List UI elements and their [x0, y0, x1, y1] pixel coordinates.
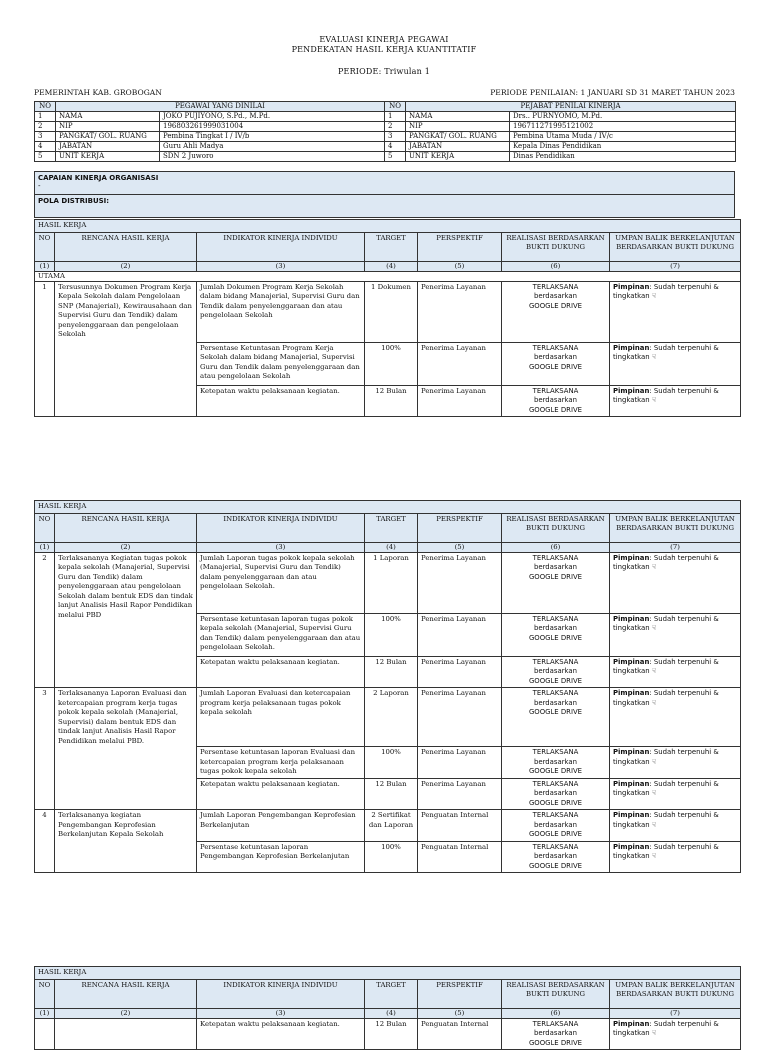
realisasi-cell [502, 841, 610, 873]
hand-pointing-icon: ☟ [649, 757, 657, 766]
realisasi-basis: berdasarkan [533, 698, 578, 707]
umpan-text: : Sudah terpenuhi & tingkatkan [613, 779, 719, 797]
umpan-balik-cell [610, 385, 741, 417]
umpan-label: Pimpinan [613, 811, 650, 819]
perspektif-cell: Penerima Layanan [418, 342, 502, 385]
realisasi-source: GOOGLE DRIVE [528, 798, 583, 807]
col-indikator: INDIKATOR KINERJA INDIVIDU [197, 979, 365, 1008]
pejabat-value: Dinas Pendidikan [510, 152, 736, 162]
indikator-cell: Persentase ketuntasan laporan Pengembangan Keprofesian Berkelanjutan [197, 841, 365, 873]
umpan-text: : Sudah terpenuhi & tingkatkan [613, 282, 719, 300]
rencana-hasil-kerja: Terlaksananya kegiatan Pengembangan Keprofesian Berkelanjutan Kepala Sekolah [55, 810, 197, 873]
realisasi-status: TERLAKSANA [532, 614, 579, 623]
target-cell: 2 Laporan [365, 688, 418, 747]
hand-pointing-icon: ☟ [649, 820, 657, 829]
perspektif-cell: Penerima Layanan [418, 385, 502, 417]
periode-penilaian-label: PERIODE PENILAIAN: 1 JANUARI SD 31 MARET TAHUN 2023 [490, 88, 735, 97]
col-perspektif: PERSPEKTIF [418, 232, 502, 261]
realisasi-basis: berdasarkan [533, 852, 578, 860]
table-row [35, 281, 741, 342]
pegawai-dinilai-header: PEGAWAI YANG DINILAI [56, 102, 385, 112]
realisasi-cell [502, 688, 610, 747]
col-realisasi: REALISASI BERDASARKAN BUKTI DUKUNG [502, 979, 610, 1008]
umpan-label: Pimpinan [613, 842, 650, 851]
umpan-text: : Sudah terpenuhi & tingkatkan [613, 386, 719, 404]
column-header-row [35, 232, 741, 261]
pegawai-field: NIP [56, 122, 160, 132]
umpan-label: Pimpinan [613, 1019, 650, 1028]
pejabat-value: Pembina Utama Muda / IV/c [510, 132, 736, 142]
realisasi-cell [502, 552, 610, 613]
realisasi-basis: berdasarkan [533, 789, 578, 797]
target-cell: 100% [365, 841, 418, 873]
column-header-row [35, 513, 741, 542]
umpan-text: : Sudah terpenuhi & tingkatkan [613, 811, 719, 829]
col-perspektif: PERSPEKTIF [418, 513, 502, 542]
instansi-label: PEMERINTAH KAB. GROBOGAN [34, 88, 162, 97]
pegawai-table [34, 101, 736, 162]
col-num-2: (2) [55, 261, 197, 271]
pejabat-no: 5 [385, 152, 406, 162]
col-indikator: INDIKATOR KINERJA INDIVIDU [197, 513, 365, 542]
umpan-text: : Sudah terpenuhi & tingkatkan [613, 657, 719, 675]
capaian-kinerja-organisasi [35, 172, 735, 195]
umpan-label: Pimpinan [613, 748, 650, 756]
umpan-text: : Sudah terpenuhi & tingkatkan [613, 553, 719, 571]
realisasi-status: TERLAKSANA [532, 779, 579, 788]
pejabat-value: Kepala Dinas Pendidikan [510, 142, 736, 152]
realisasi-cell [502, 810, 610, 842]
realisasi-source: GOOGLE DRIVE [528, 767, 583, 775]
pejabat-field: UNIT KERJA [406, 152, 510, 162]
hasil-kerja-table-3 [34, 966, 741, 1050]
indikator-cell: Jumlah Laporan tugas pokok kepala sekolah (Manajerial, Supervisi Guru dan Tendik) dalam penyelenggaraan dan atau pengelolaan Sekolah. [197, 552, 365, 613]
umpan-text: : Sudah terpenuhi & tingkatkan [613, 614, 719, 632]
col-num-4: (4) [365, 261, 418, 271]
col-num-6: (6) [502, 542, 610, 552]
capaian-value: - [38, 182, 41, 190]
pegawai-no: 2 [35, 122, 56, 132]
umpan-balik-cell [610, 1018, 741, 1050]
col-num-6: (6) [502, 1008, 610, 1018]
umpan-balik-cell [610, 613, 741, 656]
col-num-5: (5) [418, 1008, 502, 1018]
col-num-2: (2) [55, 1008, 197, 1018]
perspektif-cell: Penguatan Internal [418, 810, 502, 842]
pejabat-penilai-header: PEJABAT PENILAI KINERJA [406, 102, 736, 112]
pegawai-row [35, 142, 736, 152]
document-title: EVALUASI KINERJA PEGAWAI [319, 35, 449, 44]
pejabat-value: 196711271995121002 [510, 122, 736, 132]
realisasi-basis: berdasarkan [533, 396, 578, 404]
hasil-kerja-table-2 [34, 500, 741, 873]
umpan-balik-cell [610, 281, 741, 342]
hasil-kerja-caption: HASIL KERJA [35, 501, 741, 514]
realisasi-source: GOOGLE DRIVE [528, 405, 583, 414]
col-umpan-balik: UMPAN BALIK BERKELANJUTAN BERDASARKAN BUKTI DUKUNG [610, 513, 741, 542]
rencana-hasil-kerja: Terlaksananya Laporan Evaluasi dan ketercapaian program kerja tugas pokok kepala sekolah (Manajerial, Supervisi) dalam bentuk EDS dan tindak lanjut Analisis Hasil Rapor Pendidikan melalui PBD. [55, 688, 197, 810]
pejabat-no: 3 [385, 132, 406, 142]
indikator-cell: Jumlah Dokumen Program Kerja Sekolah dalam bidang Manajerial, Supervisi Guru dan Tendik dalam penyelenggaraan dan atau pengelolaan Sekolah [197, 281, 365, 342]
realisasi-source: GOOGLE DRIVE [528, 633, 583, 642]
target-cell: 1 Laporan [365, 552, 418, 613]
no-header: NO [35, 102, 56, 112]
pegawai-row [35, 112, 736, 122]
pegawai-header-row [35, 102, 736, 112]
realisasi-source: GOOGLE DRIVE [528, 708, 583, 716]
umpan-balik-cell [610, 810, 741, 842]
realisasi-status: TERLAKSANA [532, 689, 579, 697]
document-subtitle: PENDEKATAN HASIL KERJA KUANTITATIF [291, 45, 477, 54]
col-num-3: (3) [197, 1008, 365, 1018]
realisasi-basis: berdasarkan [533, 757, 578, 766]
perspektif-cell: Penerima Layanan [418, 281, 502, 342]
pejabat-no: 1 [385, 112, 406, 122]
pegawai-no: 5 [35, 152, 56, 162]
col-num-1: (1) [35, 261, 55, 271]
utama-label: UTAMA [35, 271, 741, 281]
item-no: 3 [35, 688, 55, 810]
umpan-text: : Sudah terpenuhi & tingkatkan [613, 1019, 719, 1037]
realisasi-status: TERLAKSANA [532, 343, 579, 352]
indikator-cell: Jumlah Laporan Pengembangan Keprofesian Berkelanjutan [197, 810, 365, 842]
target-cell: 12 Bulan [365, 778, 418, 810]
col-num-7: (7) [610, 542, 741, 552]
realisasi-cell [502, 1018, 610, 1050]
pegawai-row [35, 132, 736, 142]
realisasi-cell [502, 342, 610, 385]
pegawai-no: 3 [35, 132, 56, 142]
hand-pointing-icon: ☟ [649, 624, 657, 632]
no-header: NO [385, 102, 406, 112]
realisasi-status: TERLAKSANA [532, 1019, 579, 1028]
indikator-cell: Ketepatan waktu pelaksanaan kegiatan. [197, 385, 365, 417]
pegawai-value: Guru Ahli Madya [160, 142, 385, 152]
hand-pointing-icon: ☟ [649, 667, 657, 675]
table-row [35, 552, 741, 613]
col-no: NO [35, 232, 55, 261]
realisasi-cell [502, 385, 610, 417]
realisasi-source: GOOGLE DRIVE [528, 362, 583, 371]
realisasi-source: GOOGLE DRIVE [528, 572, 583, 581]
umpan-text: : Sudah terpenuhi & tingkatkan [613, 748, 719, 766]
target-cell: 100% [365, 342, 418, 385]
umpan-label: Pimpinan [613, 553, 650, 562]
umpan-text: : Sudah terpenuhi & tingkatkan [613, 689, 719, 707]
pegawai-value: JOKO PUJIYONO, S.Pd., M.Pd. [160, 112, 385, 122]
realisasi-source: GOOGLE DRIVE [528, 301, 583, 310]
realisasi-source: GOOGLE DRIVE [528, 830, 583, 838]
realisasi-status: TERLAKSANA [532, 842, 579, 851]
table-row [35, 688, 741, 747]
umpan-balik-cell [610, 656, 741, 688]
column-header-row [35, 979, 741, 1008]
col-num-1: (1) [35, 1008, 55, 1018]
pegawai-no: 1 [35, 112, 56, 122]
realisasi-status: TERLAKSANA [532, 657, 579, 666]
umpan-text: : Sudah terpenuhi & tingkatkan [613, 842, 719, 860]
pegawai-no: 4 [35, 142, 56, 152]
hand-pointing-icon: ☟ [649, 698, 657, 707]
umpan-label: Pimpinan [613, 657, 650, 666]
column-number-row [35, 261, 741, 271]
umpan-balik-cell [610, 552, 741, 613]
realisasi-basis: berdasarkan [533, 292, 578, 300]
umpan-text: : Sudah terpenuhi & tingkatkan [613, 343, 719, 361]
hand-pointing-icon: ☟ [649, 1029, 657, 1037]
realisasi-status: TERLAKSANA [532, 282, 579, 291]
hand-pointing-icon: ☟ [649, 563, 657, 571]
target-cell: 100% [365, 613, 418, 656]
umpan-label: Pimpinan [613, 343, 650, 352]
col-num-4: (4) [365, 1008, 418, 1018]
umpan-label: Pimpinan [613, 282, 650, 291]
pegawai-value: SDN 2 Juworo [160, 152, 385, 162]
realisasi-basis: berdasarkan [533, 820, 578, 829]
col-target: TARGET [365, 979, 418, 1008]
col-umpan-balik: UMPAN BALIK BERKELANJUTAN BERDASARKAN BUKTI DUKUNG [610, 232, 741, 261]
realisasi-basis: berdasarkan [533, 624, 578, 632]
target-cell: 2 Sertifikat dan Laporan [365, 810, 418, 842]
hand-pointing-icon: ☟ [649, 353, 657, 361]
realisasi-source: GOOGLE DRIVE [528, 861, 583, 870]
col-num-1: (1) [35, 542, 55, 552]
rencana-hasil-kerja: Tersusunnya Dokumen Program Kerja Kepala Sekolah dalam Pengelolaan SNP (Manajerial), Kewirausahaan dan Supervisi Guru dan Tendik) dalam penyelenggaraan dan pengelolaan Sekolah [55, 281, 197, 417]
pegawai-value: Pembina Tingkat I / IV/b [160, 132, 385, 142]
item-no: 1 [35, 281, 55, 417]
item-no-empty [35, 1018, 55, 1050]
umpan-label: Pimpinan [613, 386, 650, 395]
col-no: NO [35, 979, 55, 1008]
realisasi-source: GOOGLE DRIVE [528, 676, 583, 685]
hasil-kerja-table-1 [34, 219, 741, 417]
rencana-hasil-kerja: Terlaksananya Kegiatan tugas pokok kepala sekolah (Manajerial, Supervisi Guru dan Tendik) dalam penyelenggaraan atau pengelolaan Sekolah dalam bentuk EDS dan tindak lanjut Analisis Hasil Rapor Pendidikan melalui PBD [55, 552, 197, 688]
col-realisasi: REALISASI BERDASARKAN BUKTI DUKUNG [502, 513, 610, 542]
umpan-balik-cell [610, 841, 741, 873]
pejabat-field: NAMA [406, 112, 510, 122]
perspektif-cell: Penguatan Internal [418, 1018, 502, 1050]
target-cell: 12 Bulan [365, 1018, 418, 1050]
umpan-label: Pimpinan [613, 689, 650, 697]
col-rencana: RENCANA HASIL KERJA [55, 232, 197, 261]
realisasi-status: TERLAKSANA [532, 553, 579, 562]
col-rencana: RENCANA HASIL KERJA [55, 513, 197, 542]
col-num-7: (7) [610, 261, 741, 271]
col-num-5: (5) [418, 261, 502, 271]
pejabat-no: 2 [385, 122, 406, 132]
target-cell: 100% [365, 747, 418, 779]
col-rencana: RENCANA HASIL KERJA [55, 979, 197, 1008]
perspektif-cell: Penerima Layanan [418, 613, 502, 656]
pegawai-field: UNIT KERJA [56, 152, 160, 162]
pegawai-value: 196803261999031004 [160, 122, 385, 132]
col-num-7: (7) [610, 1008, 741, 1018]
col-num-3: (3) [197, 542, 365, 552]
realisasi-status: TERLAKSANA [532, 386, 579, 395]
perspektif-cell: Penerima Layanan [418, 747, 502, 779]
perspektif-cell: Penguatan Internal [418, 841, 502, 873]
col-perspektif: PERSPEKTIF [418, 979, 502, 1008]
target-cell: 12 Bulan [365, 385, 418, 417]
col-num-6: (6) [502, 261, 610, 271]
indikator-cell: Ketepatan waktu pelaksanaan kegiatan. [197, 1018, 365, 1050]
pegawai-field: JABATAN [56, 142, 160, 152]
hand-pointing-icon: ☟ [649, 852, 657, 860]
umpan-balik-cell [610, 688, 741, 747]
col-target: TARGET [365, 232, 418, 261]
column-number-row [35, 1008, 741, 1018]
col-umpan-balik: UMPAN BALIK BERKELANJUTAN BERDASARKAN BUKTI DUKUNG [610, 979, 741, 1008]
target-cell: 12 Bulan [365, 656, 418, 688]
umpan-balik-cell [610, 778, 741, 810]
realisasi-cell [502, 656, 610, 688]
perspektif-cell: Penerima Layanan [418, 656, 502, 688]
hasil-kerja-caption: HASIL KERJA [35, 220, 741, 233]
realisasi-status: TERLAKSANA [532, 811, 579, 819]
col-target: TARGET [365, 513, 418, 542]
perspektif-cell: Penerima Layanan [418, 778, 502, 810]
pegawai-row [35, 152, 736, 162]
col-num-3: (3) [197, 261, 365, 271]
col-indikator: INDIKATOR KINERJA INDIVIDU [197, 232, 365, 261]
indikator-cell: Ketepatan waktu pelaksanaan kegiatan. [197, 778, 365, 810]
hand-pointing-icon: ☟ [649, 396, 657, 404]
pejabat-no: 4 [385, 142, 406, 152]
perspektif-cell: Penerima Layanan [418, 552, 502, 613]
realisasi-basis: berdasarkan [533, 563, 578, 571]
umpan-balik-cell [610, 342, 741, 385]
col-no: NO [35, 513, 55, 542]
indikator-cell: Jumlah Laporan Evaluasi dan ketercapaian program kerja pelaksanaan tugas pokok kepala sekolah [197, 688, 365, 747]
realisasi-basis: berdasarkan [533, 1029, 578, 1037]
col-num-4: (4) [365, 542, 418, 552]
col-num-5: (5) [418, 542, 502, 552]
item-no: 4 [35, 810, 55, 873]
pegawai-field: PANGKAT/ GOL. RUANG [56, 132, 160, 142]
organisasi-table [34, 171, 735, 218]
umpan-label: Pimpinan [613, 779, 650, 788]
table-row [35, 1018, 741, 1050]
umpan-balik-cell [610, 747, 741, 779]
realisasi-status: TERLAKSANA [532, 748, 579, 756]
perspektif-cell: Penerima Layanan [418, 688, 502, 747]
column-number-row [35, 542, 741, 552]
indikator-cell: Ketepatan waktu pelaksanaan kegiatan. [197, 656, 365, 688]
realisasi-basis: berdasarkan [533, 353, 578, 361]
realisasi-cell [502, 613, 610, 656]
pegawai-row [35, 122, 736, 132]
realisasi-basis: berdasarkan [533, 667, 578, 675]
col-realisasi: REALISASI BERDASARKAN BUKTI DUKUNG [502, 232, 610, 261]
table-row [35, 810, 741, 842]
capaian-label: CAPAIAN KINERJA ORGANISASI [38, 174, 159, 182]
pejabat-field: JABATAN [406, 142, 510, 152]
realisasi-cell [502, 747, 610, 779]
indikator-cell: Persentase ketuntasan laporan tugas pokok kepala sekolah (Manajerial, Supervisi Guru dan Tendik) dalam penyelenggaraan dan atau pengelolaan Sekolah. [197, 613, 365, 656]
indikator-cell: Persentase Ketuntasan Program Kerja Sekolah dalam bidang Manajerial, Supervisi Guru dan Tendik dalam penyelenggaraan dan atau pengelolaan Sekolah [197, 342, 365, 385]
umpan-label: Pimpinan [613, 614, 650, 623]
rencana-empty [55, 1018, 197, 1050]
hasil-kerja-caption: HASIL KERJA [35, 967, 741, 980]
realisasi-source: GOOGLE DRIVE [528, 1038, 583, 1047]
pegawai-field: NAMA [56, 112, 160, 122]
item-no: 2 [35, 552, 55, 688]
realisasi-cell [502, 281, 610, 342]
hand-pointing-icon: ☟ [649, 789, 657, 797]
pejabat-field: PANGKAT/ GOL. RUANG [406, 132, 510, 142]
hand-pointing-icon: ☟ [649, 292, 657, 300]
periode-label: PERIODE: Triwulan 1 [337, 67, 431, 76]
target-cell: 1 Dokumen [365, 281, 418, 342]
indikator-cell: Persentase ketuntasan laporan Evaluasi dan ketercapaian program kerja pelaksanaan tugas pokok kepala sekolah [197, 747, 365, 779]
pejabat-value: Drs.. PURNYOMO, M.Pd. [510, 112, 736, 122]
pola-label: POLA DISTRIBUSI: [38, 197, 110, 205]
pejabat-field: NIP [406, 122, 510, 132]
pola-distribusi [35, 195, 735, 218]
col-num-2: (2) [55, 542, 197, 552]
realisasi-cell [502, 778, 610, 810]
